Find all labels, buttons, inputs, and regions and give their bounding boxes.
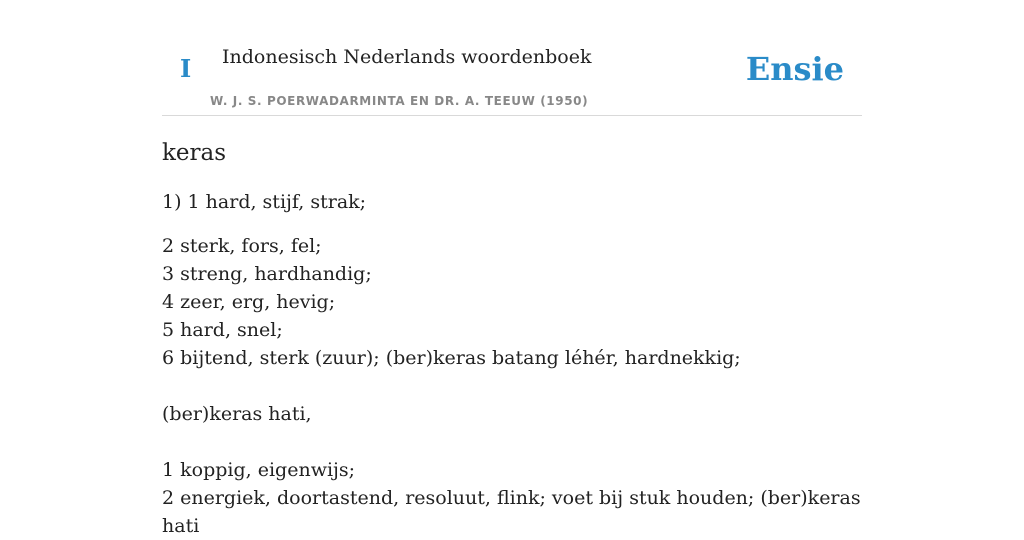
sense-line: 1) 1 hard, stijf, strak; bbox=[162, 191, 367, 213]
sense-line: 1 koppig, eigenwijs; bbox=[162, 459, 356, 481]
sense-line: 5 hard, snel; bbox=[162, 319, 283, 341]
sense-line: 4 zeer, erg, hevig; bbox=[162, 291, 336, 313]
spacer bbox=[162, 372, 862, 400]
page bbox=[162, 0, 862, 540]
book-authors: W. J. S. POERWADARMINTA EN DR. A. TEEUW (1950) bbox=[210, 94, 589, 108]
brand-logo-link[interactable]: Ensie bbox=[745, 50, 844, 88]
entry-headword: keras bbox=[162, 140, 227, 166]
book-title[interactable]: Indonesisch Nederlands woordenboek bbox=[222, 46, 592, 68]
header bbox=[162, 0, 862, 116]
sense-line: 3 streng, hardhandig; bbox=[162, 263, 372, 285]
sense-line: 2 sterk, fors, fel; bbox=[162, 235, 322, 257]
sense-line: 6 bijtend, sterk (zuur); (ber)keras batang léhér, hardnekkig; bbox=[162, 347, 741, 369]
sense-line: 2 energiek, doortastend, resoluut, flink; voet bij stuk houden; (ber)keras hati bbox=[162, 487, 861, 537]
sub-heading: (ber)keras hati, bbox=[162, 403, 312, 425]
entry-definition bbox=[162, 188, 862, 540]
sense-list bbox=[162, 232, 862, 540]
letter-index[interactable]: I bbox=[180, 54, 192, 83]
spacer bbox=[162, 428, 862, 456]
